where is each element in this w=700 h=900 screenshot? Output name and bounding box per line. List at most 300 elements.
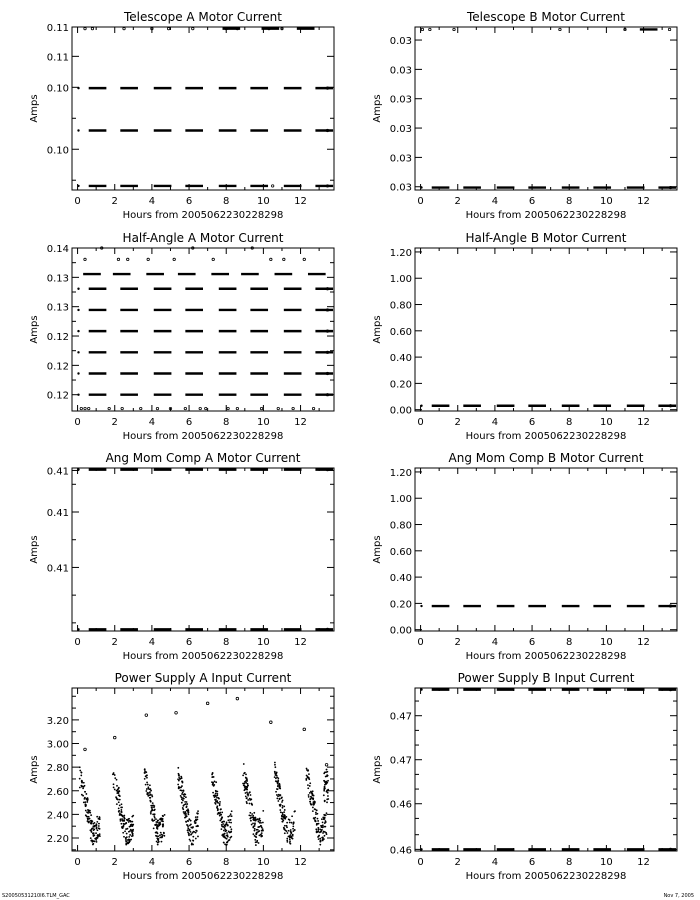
x-tick-label: 2 (111, 857, 118, 868)
data-point (319, 838, 321, 840)
data-point (156, 407, 158, 409)
y-tick-label: 0.46 (389, 799, 412, 811)
data-point (92, 833, 94, 835)
data-point (277, 777, 279, 779)
x-tick-label: 8 (223, 857, 230, 868)
x-tick-label: 12 (294, 857, 307, 868)
data-point (91, 839, 93, 841)
y-tick-label: 0.03 (389, 153, 412, 165)
data-point (183, 798, 185, 800)
data-point (314, 820, 316, 822)
data-point (115, 796, 117, 798)
data-point (190, 820, 192, 822)
data-point (182, 781, 184, 783)
x-tick-label: 0 (417, 637, 424, 648)
data-point (195, 838, 197, 840)
data-point (77, 185, 79, 187)
x-tick-label: 6 (528, 417, 536, 428)
data-point (255, 836, 257, 838)
data-point (113, 783, 115, 785)
data-point (179, 778, 181, 780)
data-point (121, 814, 123, 816)
data-point (83, 798, 85, 800)
data-point (125, 839, 127, 841)
data-point (262, 822, 264, 824)
x-tick-label: 6 (528, 196, 536, 207)
y-tick-label: 0.03 (389, 94, 412, 106)
data-point (327, 789, 329, 791)
data-point (153, 804, 155, 806)
data-point (195, 819, 197, 821)
data-point (230, 831, 232, 833)
data-point (180, 795, 182, 797)
data-point (77, 87, 79, 89)
data-point (250, 794, 252, 796)
data-point (262, 810, 264, 812)
x-tick-label: 0 (74, 417, 81, 428)
data-point (243, 763, 245, 765)
footer-file-id: S20050531210I6.TLM_GAC (2, 893, 70, 899)
data-point (82, 787, 84, 789)
data-point (93, 840, 95, 842)
data-point (323, 794, 325, 796)
data-point (90, 837, 92, 839)
data-point (251, 824, 253, 826)
data-point (321, 829, 323, 831)
data-point (250, 815, 252, 817)
y-axis-label: Amps (29, 535, 40, 564)
data-point (182, 807, 184, 809)
data-point (182, 792, 184, 794)
data-point (84, 27, 86, 29)
x-tick-label: 8 (566, 857, 573, 868)
data-point (180, 786, 182, 788)
data-point (277, 795, 279, 797)
data-point (192, 27, 194, 29)
x-tick-label: 10 (257, 637, 270, 648)
data-point (144, 778, 146, 780)
data-point (149, 797, 151, 799)
data-point (178, 776, 180, 778)
data-point (181, 802, 183, 804)
x-tick-label: 12 (637, 196, 650, 207)
data-point (220, 818, 222, 820)
data-point (256, 819, 258, 821)
data-point (282, 805, 284, 807)
data-point (326, 372, 329, 375)
chart-panel (29, 671, 334, 882)
data-point (91, 831, 93, 833)
data-point (281, 815, 283, 817)
data-point (303, 258, 305, 260)
y-tick-label: 0.10 (46, 83, 69, 95)
data-point (116, 803, 118, 805)
plot-frame (415, 688, 677, 851)
data-point (96, 816, 98, 818)
data-point (120, 807, 122, 809)
data-point (192, 827, 194, 829)
data-point (284, 809, 286, 811)
data-point (236, 407, 238, 409)
data-point (225, 844, 227, 846)
y-tick-label: 2.60 (46, 786, 69, 798)
data-point (251, 803, 253, 805)
data-point (185, 816, 187, 818)
data-point (132, 830, 134, 832)
data-point (96, 828, 98, 830)
data-point (275, 791, 277, 793)
data-point (230, 813, 232, 815)
data-point (197, 825, 199, 827)
data-point (158, 825, 160, 827)
data-point (276, 781, 278, 783)
data-point (150, 790, 152, 792)
y-tick-label: 0.41 (46, 466, 69, 478)
x-tick-label: 8 (223, 417, 230, 428)
data-point (279, 809, 281, 811)
data-point (124, 830, 126, 832)
data-point (283, 805, 285, 807)
data-point (216, 800, 218, 802)
data-point (279, 787, 281, 789)
data-point (319, 844, 321, 846)
data-point (127, 818, 129, 820)
data-point (121, 811, 123, 813)
data-point (282, 807, 284, 809)
y-axis-label: Amps (372, 315, 383, 344)
x-tick-label: 2 (454, 196, 461, 207)
data-point (313, 795, 315, 797)
data-point (245, 792, 247, 794)
data-point (220, 809, 222, 811)
data-point (216, 807, 218, 809)
data-point (256, 829, 258, 831)
y-tick-label: 0.10 (46, 145, 69, 157)
data-point (88, 816, 90, 818)
data-point (290, 843, 292, 845)
data-point (303, 728, 306, 731)
y-tick-label: 2.40 (46, 810, 69, 822)
data-point (243, 784, 245, 786)
data-point (252, 822, 254, 824)
data-point (317, 818, 319, 820)
plot-frame (72, 248, 334, 411)
data-point (79, 778, 81, 780)
data-point (99, 817, 101, 819)
data-point (227, 407, 229, 409)
y-tick-label: 0.13 (46, 273, 69, 285)
data-point (258, 834, 260, 836)
data-point (223, 821, 225, 823)
x-tick-label: 10 (600, 196, 613, 207)
data-point (80, 775, 82, 777)
data-point (146, 788, 148, 790)
x-tick-label: 8 (566, 637, 573, 648)
data-point (322, 817, 324, 819)
data-point (284, 816, 286, 818)
data-point (157, 844, 159, 846)
y-tick-label: 3.00 (46, 739, 69, 751)
data-point (183, 811, 185, 813)
x-tick-label: 12 (637, 637, 650, 648)
data-point (77, 288, 79, 290)
data-point (291, 815, 293, 817)
data-point (195, 832, 197, 834)
chart-title: Power Supply A Input Current (114, 671, 292, 685)
data-point (313, 817, 315, 819)
data-point (308, 794, 310, 796)
data-point (246, 801, 248, 803)
data-point (310, 803, 312, 805)
data-point (156, 831, 158, 833)
data-point (326, 308, 329, 311)
data-point (186, 801, 188, 803)
x-tick-label: 6 (185, 417, 193, 428)
data-point (326, 801, 328, 803)
data-point (162, 815, 164, 817)
x-tick-label: 4 (148, 417, 156, 428)
data-point (224, 827, 226, 829)
data-point (249, 803, 251, 805)
data-point (420, 688, 422, 690)
data-point (262, 830, 264, 832)
y-tick-label: 0.40 (389, 353, 412, 365)
data-point (156, 827, 158, 829)
data-point (147, 795, 149, 797)
data-point (284, 825, 286, 827)
data-point (256, 841, 258, 843)
data-point (326, 87, 329, 90)
data-point (147, 258, 149, 260)
data-point (126, 819, 128, 821)
data-point (98, 823, 100, 825)
data-point (326, 393, 329, 396)
y-tick-label: 0.14 (46, 244, 69, 255)
data-point (89, 812, 91, 814)
data-point (130, 821, 132, 823)
plot-frame (72, 468, 334, 631)
data-point (167, 27, 169, 29)
data-point (327, 795, 329, 797)
data-point (279, 805, 281, 807)
data-point (186, 803, 188, 805)
data-point (292, 825, 294, 827)
chart-panel (372, 451, 677, 662)
data-point (125, 837, 127, 839)
data-point (123, 815, 125, 817)
data-point (230, 822, 232, 824)
data-point (116, 785, 118, 787)
y-tick-label: 0.60 (389, 546, 412, 558)
x-tick-label: 2 (454, 857, 461, 868)
data-point (274, 762, 276, 764)
data-point (254, 828, 256, 830)
data-point (321, 818, 323, 820)
data-point (559, 28, 561, 30)
data-point (246, 797, 248, 799)
y-tick-label: 0.11 (46, 52, 69, 64)
data-point (312, 807, 314, 809)
x-tick-label: 0 (74, 857, 81, 868)
data-point (250, 820, 252, 822)
data-point (178, 780, 180, 782)
data-point (318, 823, 320, 825)
data-point (282, 812, 284, 814)
data-point (150, 793, 152, 795)
data-point (119, 799, 121, 801)
data-point (162, 824, 164, 826)
x-axis-label: Hours from 2005062230228298 (122, 210, 284, 221)
chart-panel (372, 231, 677, 442)
data-point (144, 769, 146, 771)
data-point (246, 789, 248, 791)
data-point (161, 819, 163, 821)
data-point (254, 839, 256, 841)
x-tick-label: 4 (148, 637, 156, 648)
data-point (178, 788, 180, 790)
x-tick-label: 6 (528, 857, 536, 868)
data-point (153, 806, 155, 808)
data-point (158, 841, 160, 843)
data-point (126, 833, 128, 835)
data-point (420, 605, 422, 607)
data-point (324, 820, 326, 822)
data-point (283, 811, 285, 813)
data-point (221, 811, 223, 813)
data-point (84, 791, 86, 793)
data-point (216, 793, 218, 795)
data-point (181, 790, 183, 792)
data-point (222, 823, 224, 825)
data-point (184, 407, 186, 409)
data-point (226, 830, 228, 832)
data-point (195, 816, 197, 818)
data-point (283, 258, 285, 260)
data-point (192, 836, 194, 838)
data-point (120, 820, 122, 822)
data-point (669, 604, 672, 607)
data-point (162, 825, 164, 827)
data-point (275, 772, 277, 774)
data-point (86, 801, 88, 803)
data-point (188, 813, 190, 815)
x-axis-label: Hours from 2005062230228298 (465, 651, 627, 662)
data-point (270, 721, 273, 724)
x-axis-label: Hours from 2005062230228298 (465, 871, 627, 882)
data-point (153, 827, 155, 829)
data-point (289, 822, 291, 824)
data-point (219, 801, 221, 803)
data-point (187, 820, 189, 822)
data-point (224, 837, 226, 839)
data-point (155, 818, 157, 820)
data-point (94, 822, 96, 824)
plot-frame (415, 27, 677, 190)
data-point (254, 822, 256, 824)
data-point (185, 821, 187, 823)
y-tick-label: 1.00 (389, 274, 412, 286)
data-point (123, 818, 125, 820)
data-point (93, 834, 95, 836)
data-point (212, 792, 214, 794)
y-tick-label: 0.03 (389, 65, 412, 77)
data-point (324, 835, 326, 837)
data-point (284, 832, 286, 834)
data-point (314, 817, 316, 819)
data-point (188, 833, 190, 835)
data-point (95, 832, 97, 834)
data-point (161, 841, 163, 843)
data-point (184, 793, 186, 795)
data-point (77, 468, 79, 470)
data-point (116, 798, 118, 800)
data-point (212, 258, 214, 260)
data-point (242, 774, 244, 776)
data-point (84, 748, 87, 751)
data-point (121, 407, 123, 409)
data-point (130, 825, 132, 827)
data-point (185, 806, 187, 808)
data-point (314, 809, 316, 811)
x-tick-label: 12 (294, 417, 307, 428)
data-point (97, 835, 99, 837)
data-point (92, 843, 94, 845)
data-point (86, 811, 88, 813)
data-point (153, 815, 155, 817)
data-point (289, 835, 291, 837)
data-point (197, 810, 199, 812)
data-point (131, 825, 133, 827)
data-point (326, 129, 329, 132)
data-point (183, 804, 185, 806)
data-point (326, 184, 329, 187)
y-tick-label: 0.60 (389, 326, 412, 338)
data-point (324, 786, 326, 788)
y-axis-label: Amps (29, 755, 40, 784)
footer-date: Nov 7, 2005 (663, 893, 694, 899)
data-point (118, 794, 120, 796)
data-point (292, 830, 294, 832)
y-tick-label: 3.20 (46, 715, 69, 727)
data-point (258, 842, 260, 844)
data-point (82, 785, 84, 787)
x-tick-label: 12 (637, 417, 650, 428)
chart-panel (29, 451, 334, 662)
data-point (83, 782, 85, 784)
y-tick-label: 1.00 (389, 494, 412, 506)
x-tick-label: 0 (417, 196, 424, 207)
data-point (123, 816, 125, 818)
y-tick-label: 0.20 (389, 379, 412, 391)
data-point (175, 712, 178, 715)
data-point (312, 797, 314, 799)
data-point (119, 804, 121, 806)
chart-title: Telescope A Motor Current (124, 10, 282, 24)
data-point (81, 772, 83, 774)
y-tick-label: 0.47 (389, 711, 412, 723)
data-point (177, 767, 179, 769)
y-tick-label: 0.00 (389, 625, 412, 637)
data-point (149, 791, 151, 793)
data-point (213, 784, 215, 786)
data-point (274, 771, 276, 773)
data-point (311, 792, 313, 794)
data-point (324, 800, 326, 802)
data-point (315, 813, 317, 815)
data-point (327, 780, 329, 782)
data-point (249, 791, 251, 793)
data-point (324, 780, 326, 782)
